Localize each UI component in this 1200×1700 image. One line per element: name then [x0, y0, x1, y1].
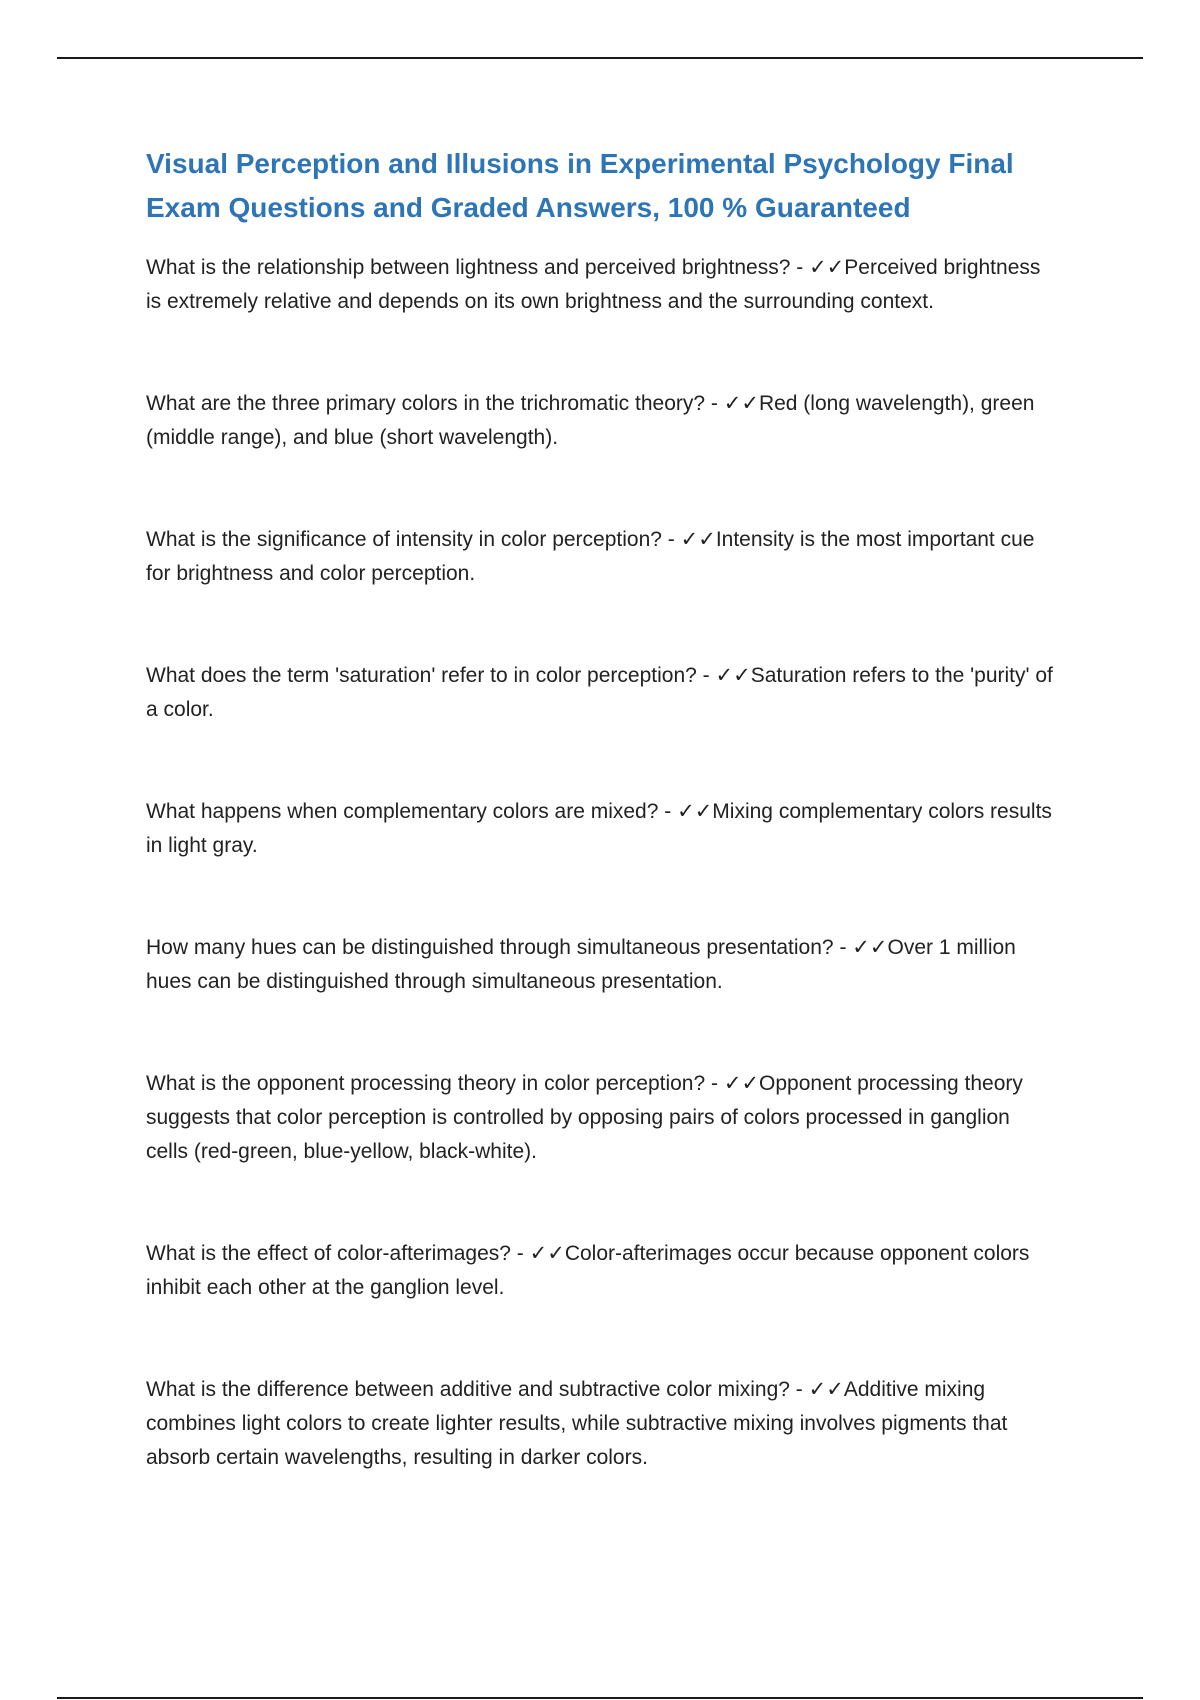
answer-text: Opponent processing theory suggests that color perception is controlled by opposing pairs of colors processed in ganglion cells (red-green, blue-yellow, black-white).	[146, 1072, 1023, 1163]
separator: -	[833, 936, 853, 959]
qa-item	[146, 523, 1056, 591]
question-text: How many hues can be distinguished through simultaneous presentation?	[146, 936, 834, 959]
double-check-icon: ✓✓	[809, 256, 845, 279]
qa-item	[146, 1373, 1056, 1475]
document-body	[146, 142, 1056, 1475]
separator: -	[705, 1072, 724, 1095]
double-check-icon: ✓✓	[680, 528, 716, 551]
separator: -	[790, 256, 810, 279]
qa-item	[146, 659, 1056, 727]
footer-rule	[57, 1697, 1143, 1699]
question-text: What is the opponent processing theory in color perception?	[146, 1072, 706, 1095]
answer-text: Mixing complementary colors results in light gray.	[146, 800, 1052, 857]
separator: -	[661, 528, 681, 551]
question-text: What is the relationship between lightness and perceived brightness?	[146, 256, 791, 279]
answer-text: Additive mixing combines light colors to create lighter results, while subtractive mixing involves pigments that absorb certain wavelengths, resulting in darker colors.	[146, 1378, 1008, 1469]
answer-text: Over 1 million hues can be distinguished through simultaneous presentation.	[146, 936, 1016, 993]
double-check-icon: ✓✓	[723, 392, 759, 415]
answer-text: Red (long wavelength), green (middle range), and blue (short wavelength).	[146, 392, 1035, 449]
question-text: What are the three primary colors in the trichromatic theory?	[146, 392, 706, 415]
question-text: What is the effect of color-afterimages?	[146, 1242, 511, 1265]
qa-item	[146, 387, 1056, 455]
separator: -	[658, 800, 678, 823]
double-check-icon: ✓✓	[808, 1378, 844, 1401]
question-text: What is the difference between additive and subtractive color mixing?	[146, 1378, 790, 1401]
double-check-icon: ✓✓	[677, 800, 713, 823]
document-title: Visual Perception and Illusions in Experimental Psychology Final Exam Questions and Graded Answers, 100 % Guaranteed	[146, 148, 1014, 223]
answer-text: Perceived brightness is extremely relative and depends on its own brightness and the surrounding context.	[146, 256, 1041, 313]
qa-item	[146, 931, 1056, 999]
double-check-icon: ✓✓	[723, 1072, 760, 1095]
qa-item	[146, 1067, 1056, 1169]
answer-text: Intensity is the most important cue for brightness and color perception.	[146, 528, 1035, 585]
question-text: What is the significance of intensity in color perception?	[146, 528, 662, 551]
question-text: What happens when complementary colors are mixed?	[146, 800, 659, 823]
separator: -	[510, 1242, 530, 1265]
qa-item	[146, 251, 1056, 319]
qa-item	[146, 795, 1056, 863]
separator: -	[705, 392, 724, 415]
separator: -	[696, 664, 716, 687]
double-check-icon: ✓✓	[715, 664, 751, 687]
separator: -	[789, 1378, 809, 1401]
qa-item	[146, 1237, 1056, 1305]
answer-text: Color-afterimages occur because opponent colors inhibit each other at the ganglion level.	[146, 1242, 1030, 1299]
double-check-icon: ✓✓	[852, 936, 888, 959]
question-text: What does the term 'saturation' refer to in color perception?	[146, 664, 697, 687]
double-check-icon: ✓✓	[529, 1242, 565, 1265]
answer-text: Saturation refers to the 'purity' of a color.	[146, 664, 1053, 721]
header-rule	[57, 57, 1143, 59]
